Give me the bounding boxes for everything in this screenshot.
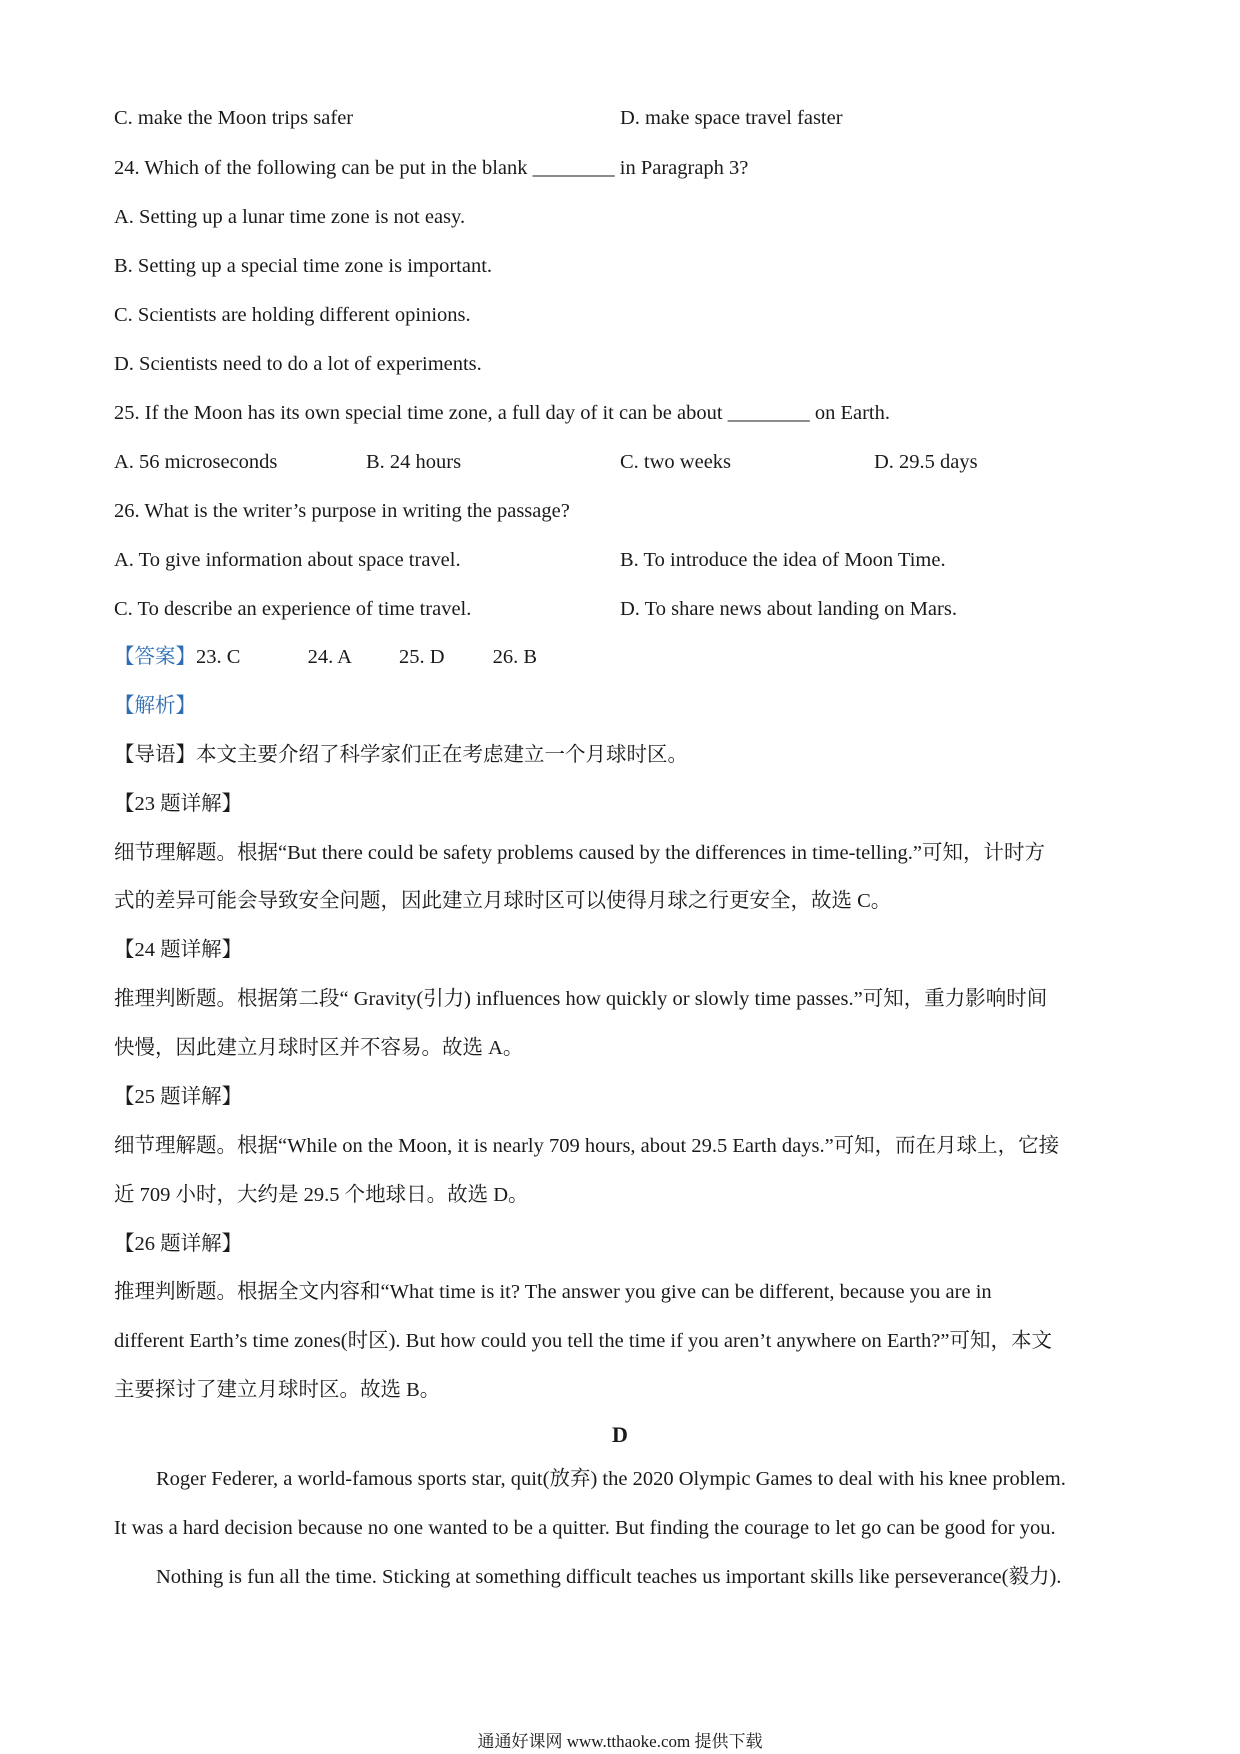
answer-item: 25. D [398, 646, 445, 668]
analysis-label: 【解析】 [114, 695, 196, 717]
q24-option-a: A. Setting up a lunar time zone is not easy. [114, 206, 466, 228]
section-title: D [612, 1422, 628, 1447]
q24-stem: 24. Which of the following can be put in the blank ________ in Paragraph 3? [114, 157, 749, 179]
q25-option-a: A. 56 microseconds [114, 451, 278, 473]
detail24-line2: 快慢，因此建立月球时区并不容易。故选 A。 [114, 1037, 524, 1059]
q26-stem: 26. What is the writer’s purpose in writing the passage? [114, 500, 570, 522]
q26-option-d: D. To share news about landing on Mars. [620, 598, 957, 620]
detail24-heading: 【24 题详解】 [114, 939, 243, 961]
q26-option-c: C. To describe an experience of time travel. [114, 598, 472, 620]
passage-d-p1-line1: Roger Federer, a world-famous sports star, quit(放弃) the 2020 Olympic Games to deal with his knee problem. [156, 1468, 1066, 1490]
detail26-line2: different Earth’s time zones(时区). But how could you tell the time if you aren’t anywhere on Earth?”可知，本文 [114, 1330, 1053, 1352]
detail26-line3: 主要探讨了建立月球时区。故选 B。 [114, 1379, 441, 1401]
detail23-heading: 【23 题详解】 [114, 793, 243, 815]
q24-option-c: C. Scientists are holding different opinions. [114, 304, 471, 326]
passage-d-p1-line2: It was a hard decision because no one wanted to be a quitter. But finding the courage to let go can be good for you. [114, 1517, 1056, 1539]
detail26-line1: 推理判断题。根据全文内容和“What time is it? The answer you give can be different, because you are in [114, 1281, 992, 1303]
q24-option-d: D. Scientists need to do a lot of experiments. [114, 353, 482, 375]
q26-option-b: B. To introduce the idea of Moon Time. [620, 549, 946, 571]
q23-option-d: D. make space travel faster [620, 107, 843, 129]
q25-option-c: C. two weeks [620, 451, 732, 473]
q24-option-b: B. Setting up a special time zone is important. [114, 255, 493, 277]
detail23-line2: 式的差异可能会导致安全问题，因此建立月球时区可以使得月球之行更安全，故选 C。 [114, 890, 892, 912]
q25-option-d: D. 29.5 days [874, 451, 978, 473]
answer-item: 23. C [196, 646, 241, 668]
q23-option-c: C. make the Moon trips safer [114, 107, 354, 129]
detail24-line1: 推理判断题。根据第二段“ Gravity(引力) influences how quickly or slowly time passes.”可知，重力影响时间 [114, 988, 1048, 1010]
detail25-line1: 细节理解题。根据“While on the Moon, it is nearly 709 hours, about 29.5 Earth days.”可知，而在月球上，它接 [114, 1135, 1060, 1157]
passage-d-p2-line1: Nothing is fun all the time. Sticking at something difficult teaches us important skills like perseverance(毅力). [156, 1566, 1062, 1588]
q26-option-a: A. To give information about space travel. [114, 549, 461, 571]
answer-item: 24. A [307, 646, 351, 668]
intro-text: 【导语】本文主要介绍了科学家们正在考虑建立一个月球时区。 [114, 744, 688, 766]
footer-text: 通通好课网 www.tthaoke.com 提供下载 [477, 1732, 763, 1751]
answer-row [114, 647, 537, 668]
detail25-heading: 【25 题详解】 [114, 1086, 243, 1108]
detail26-heading: 【26 题详解】 [114, 1233, 243, 1255]
answer-item: 26. B [492, 646, 538, 668]
detail25-line2: 近 709 小时，大约是 29.5 个地球日。故选 D。 [114, 1184, 529, 1206]
answer-label: 【答案】 [114, 646, 196, 668]
q25-stem: 25. If the Moon has its own special time zone, a full day of it can be about ________ on Earth. [114, 402, 890, 424]
q25-option-b: B. 24 hours [366, 451, 462, 473]
detail23-line1: 细节理解题。根据“But there could be safety problems caused by the differences in time-telling.”可知，计时方 [114, 842, 1046, 864]
